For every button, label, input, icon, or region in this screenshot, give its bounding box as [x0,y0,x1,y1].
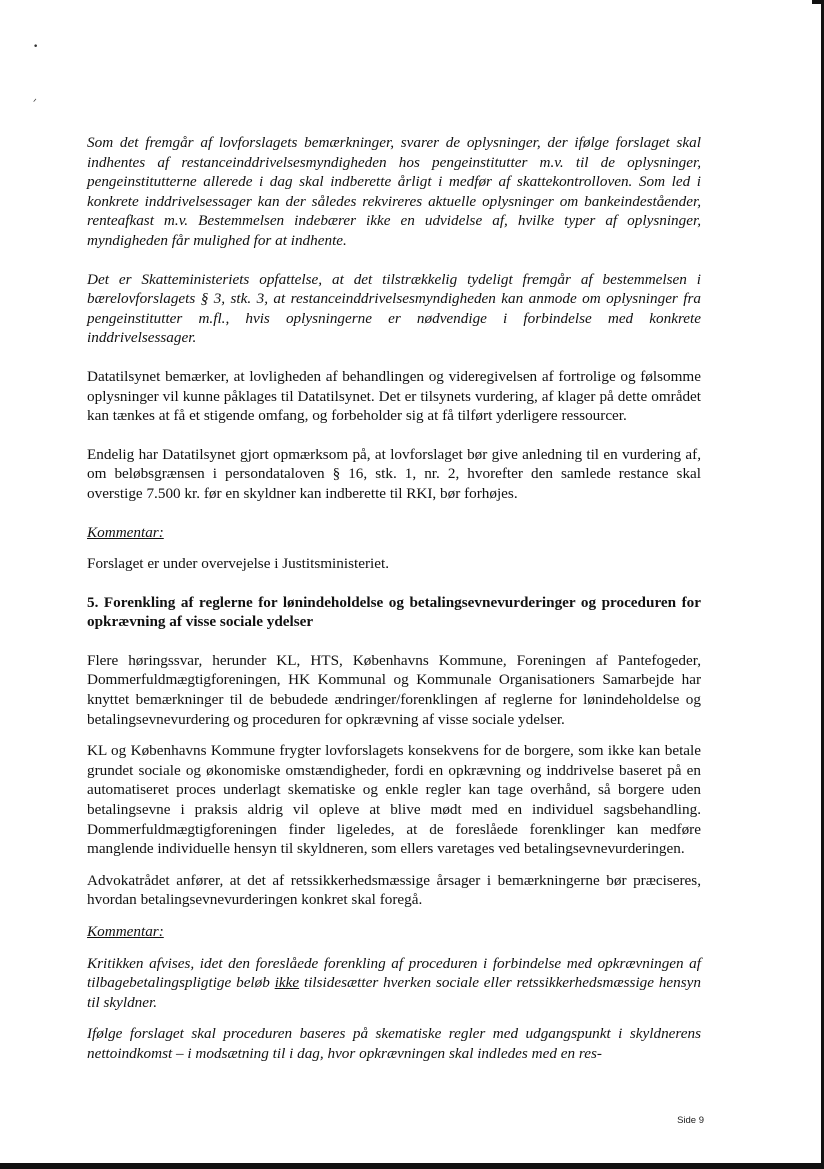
page-number: Side 9 [677,1115,704,1126]
page-border-bottom [0,1163,824,1169]
paragraph-kl-copenhagen: KL og Københavns Kommune frygter lovforslagets konsekvens for de borgere, som ikke kan betale grundet sociale og økonomiske omstændigheder, fordi en opkrævning og inddrivelse baseret på en automatiseret proces underlagt skematiske og enkle regler kan tage overhånd, så borgere uden betalingsevne i praksis aldrig vil opleve at blive mødt med en individuel sagsbehandling. Dommerfuldmægtigforeningen finder ligeledes, at de foreslåede forenklinger kan medføre manglende individuelle hensyn til skyldneren, som ellers varetages ved betalingsevnevurderingen. [87,742,701,858]
paragraph-hearing-responses: Flere høringssvar, herunder KL, HTS, Københavns Kommune, Foreningen af Pantefogeder, Dommerfuldmægtigforeningen, HK Kommunal og Kommunale Organisationers Samarbejde har knyttet bemærkninger til de bebudede ændringer/forenklingen af reglerne for lønindeholdelse og betalingsevnevurdering og proceduren for opkrævning af visse sociale ydelser. [87,651,701,728]
emphasis-ikke: ikke [274,974,300,992]
page-border-corner [812,0,824,4]
comment-label-2: Kommentar: [87,923,164,940]
scan-mark-top: • [33,42,39,52]
criticism-text-end: tilsidesætter hverken sociale eller retssikkerhedsmæssige hensyn til skyldner. [87,974,702,1011]
paragraph-advokatraadet: Advokatrådet anfører, at det af retssikkerhedsmæssige årsager i bemærkningerne bør præciseres, hvordan betalingsevnevurderingen konkret skal foregå. [87,871,701,909]
scan-mark-second: ᐟ [33,98,37,108]
criticism-text-start: Kritikken afvises, idet den foreslåede forenkling af proceduren i forbindelse med opkrævningen af tilbagebetalingspligtige beløb [87,954,701,992]
paragraph-ministry-comment-2: Det er Skatteministeriets opfattelse, at det tilstrækkelig tydeligt fremgår af bestemmelsen i bærelovforslagets § 3, stk. 3, at restanceinddrivelsesmyndigheden kan anmode om oplysninger fra pengeinstitutter m.fl., hvis oplysningerne er nødvendige i forbindelse med konkrete inddrivelsessager. [87,270,701,347]
paragraph-datatilsynet-2: Endelig har Datatilsynet gjort opmærksom på, at lovforslaget bør give anledning til en vurdering af, om beløbsgrænsen i persondataloven § 16, stk. 1, nr. 2, hvorefter den samlede restance skal overstige 7.500 kr. før en skyldner kan indberette til RKI, bør forhøjes. [87,445,701,502]
paragraph-datatilsynet-1: Datatilsynet bemærker, at lovligheden af behandlingen og videregivelsen af fortrolige og følsomme oplysninger vil kunne påklages til Datatilsynet. Det er tilsynets vurdering, af klager på dette området kan tænkes at få et stigende omfang, og forbeholder sig at få tilført yderligere ressourcer. [87,367,701,425]
paragraph-procedure: Ifølge forslaget skal proceduren baseres på skematiske regler med udgangspunkt i skyldnerens nettoindkomst – i modsætning til i dag, hvor opkrævningen skal indledes med en res- [87,1025,701,1062]
paragraph-criticism-rejected [87,954,701,1013]
section-5-heading: 5. Forenkling af reglerne for lønindeholdelse og betalingsevnevurderinger og proceduren for opkrævning af visse sociale ydelser [87,593,701,631]
paragraph-ministry-comment-1: Som det fremgår af lovforslagets bemærkninger, svarer de oplysninger, der ifølge forslaget skal indhentes af restanceinddrivelsesmyndigheden hos pengeinstitutter m.v. til de oplysninger, pengeinstitutterne allerede i dag skal indberette årligt i medfør af skattekontrolloven. Som led i konkrete inddrivelsessager kan der således rekvireres aktuelle oplysninger om bankeindeståender, renteafkast m.v. Bestemmelsen indebærer ikke en udvidelse af, hvilke typer af oplysninger, myndigheden får mulighed for at indhente. [87,134,701,249]
document-body [87,133,701,1064]
comment-text-1: Forslaget er under overvejelse i Justitsministeriet. [87,555,389,573]
comment-label-1: Kommentar: [87,523,164,541]
